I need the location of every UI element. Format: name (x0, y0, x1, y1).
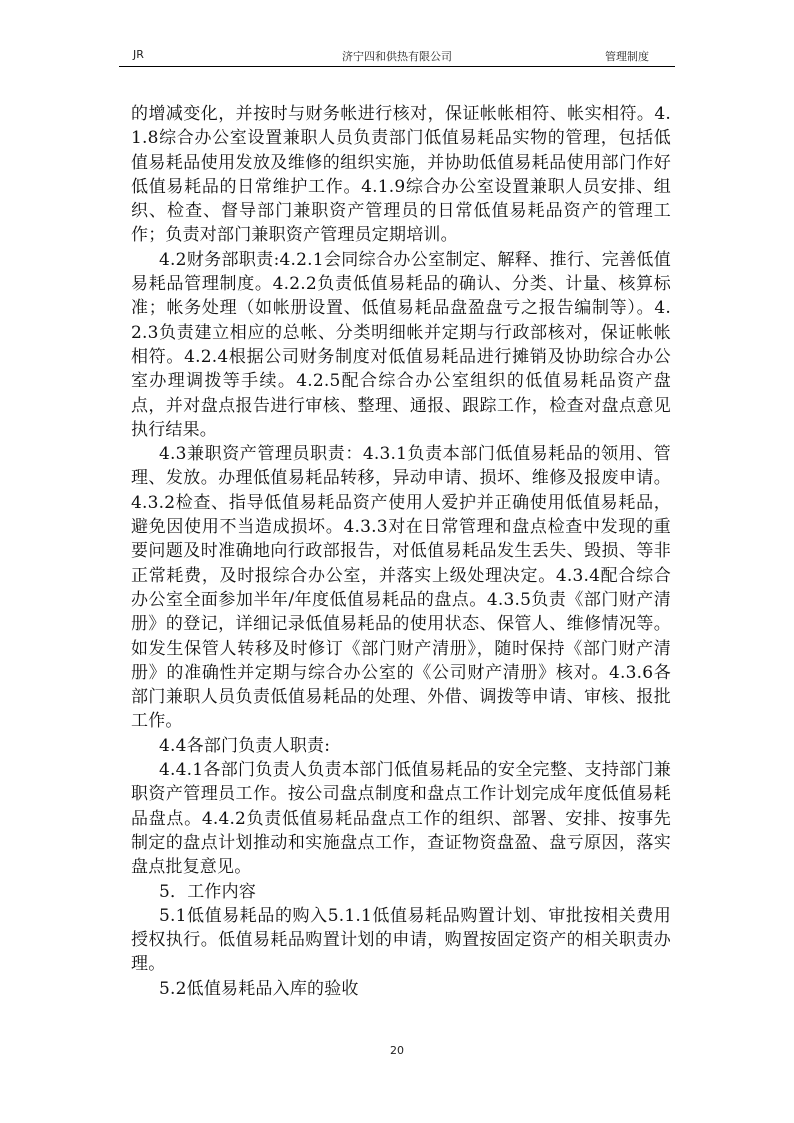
paragraph-inbound-inspection: 5.2低值易耗品入库的验收 (159, 978, 359, 999)
document-body (131, 102, 671, 1001)
paragraph-finance-duties: 4.2财务部职责:4.2.1会同综合办公室制定、解释、推行、完善低值易耗品管理制度。4.2.2负责低值易耗品的确认、分类、计量、核算标准；帐务处理（如帐册设置、低值易耗品盘盈盘亏之报告编制等）。4.2.3负责建立相应的总帐、分类明细帐并定期与行政部核对，保证帐帐相符。4.2.4根据公司财务制度对低值易耗品进行摊销及协助综合办公室办理调拨等手续。4.2.5配合综合办公室组织的低值易耗品资产盘点，并对盘点报告进行审核、整理、通报、跟踪工作，检查对盘点意见执行结果。 (131, 249, 671, 440)
paragraph-dept-head-duties: 4.4.1各部门负责人负责本部门低值易耗品的安全完整、支持部门兼职资产管理员工作。按公司盘点制度和盘点工作计划完成年度低值易耗品盘点。4.4.2负责低值易耗品盘点工作的组织、部署、安排、按事先制定的盘点计划推动和实施盘点工作，查证物资盘盈、盘亏原因，落实盘点批复意见。 (131, 760, 671, 878)
header-doc-category: 管理制度 (605, 50, 649, 63)
paragraph-purchase: 5.1低值易耗品的购入5.1.1低值易耗品购置计划、审批按相关费用授权执行。低值易耗品购置计划的申请，购置按固定资产的相关职责办理。 (131, 905, 671, 975)
page-header (119, 46, 675, 67)
page-number: 20 (390, 1044, 404, 1057)
header-doc-code: JR (133, 48, 144, 61)
header-company-name: 济宁四和供热有限公司 (342, 50, 452, 63)
paragraph-dept-head-heading: 4.4各部门负责人职责: (159, 735, 331, 756)
section-heading-work-content: 5．工作内容 (159, 881, 257, 902)
paragraph-asset-manager-duties: 4.3兼职资产管理员职责：4.3.1负责本部门低值易耗品的领用、管理、发放。办理低值易耗品转移，异动申请、损坏、维修及报废申请。4.3.2检查、指导低值易耗品资产使用人爱护并正确使用低值易耗品，避免因使用不当造成损坏。4.3.3对在日常管理和盘点检查中发现的重要问题及时准确地向行政部报告，对低值易耗品发生丢失、毁损、等非正常耗费，及时报综合办公室，并落实上级处理决定。4.3.4配合综合办公室全面参加半年/年度低值易耗品的盘点。4.3.5负责《部门财产清册》的登记，详细记录低值易耗品的使用状态、保管人、维修情况等。如发生保管人转移及时修订《部门财产清册》，随时保持《部门财产清册》的准确性并定期与综合办公室的《公司财产清册》核对。4.3.6各部门兼职人员负责低值易耗品的处理、外借、调拨等申请、审核、报批工作。 (131, 444, 671, 732)
paragraph-continuation-4-1: 的增减变化，并按时与财务帐进行核对，保证帐帐相符、帐实相符。4.1.8综合办公室设置兼职人员负责部门低值易耗品实物的管理，包括低值易耗品使用发放及维修的组织实施，并协助低值易耗品使用部门作好低值易耗品的日常维护工作。4.1.9综合办公室设置兼职人员安排、组织、检查、督导部门兼职资产管理员的日常低值易耗品资产的管理工作；负责对部门兼职资产管理员定期培训。 (131, 104, 671, 246)
